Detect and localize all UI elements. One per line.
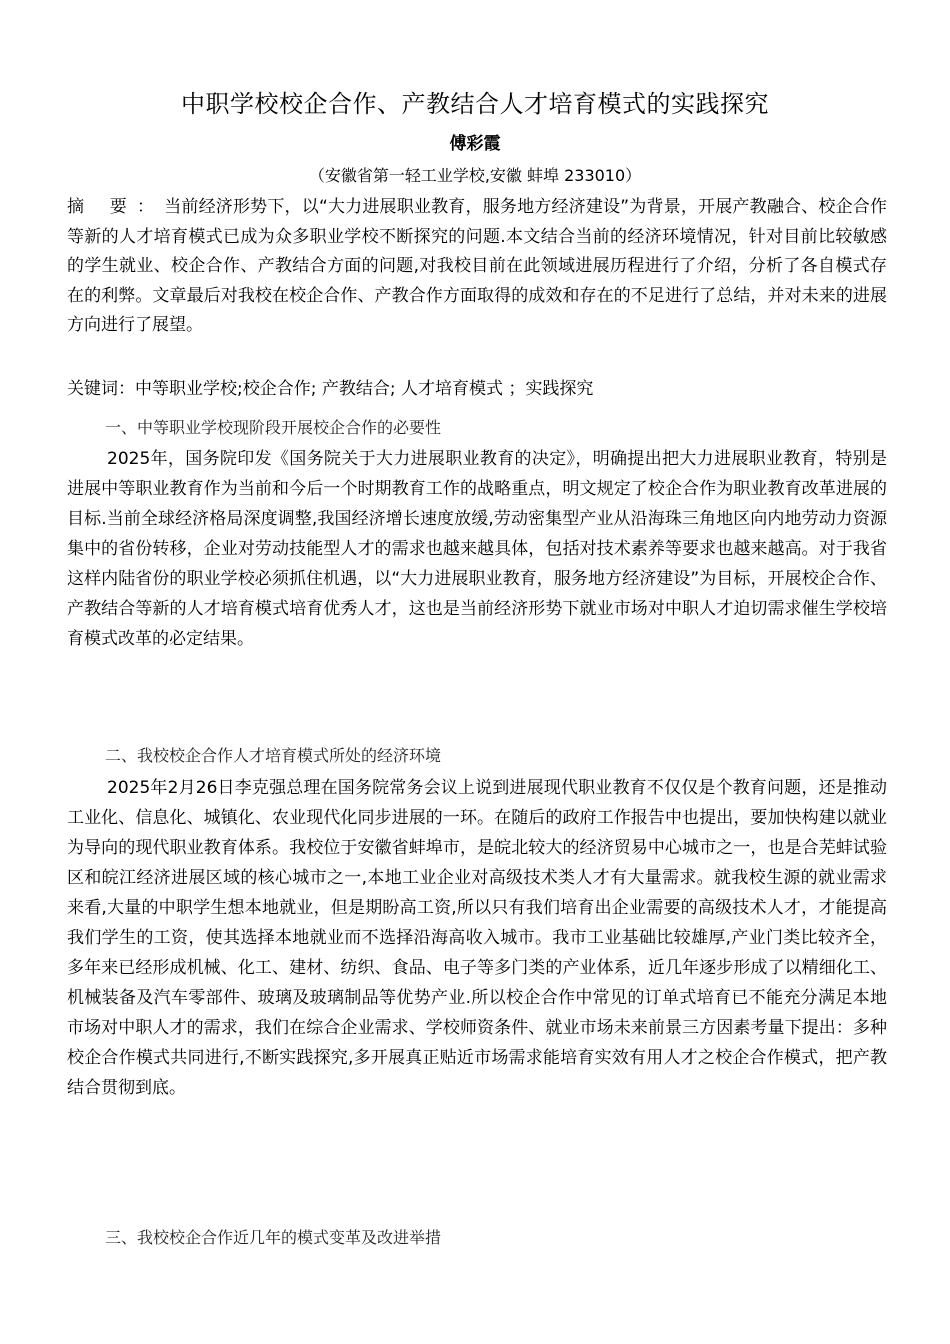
keywords-label: 关键词： bbox=[67, 379, 135, 399]
abstract-label: 摘 要： bbox=[67, 197, 165, 217]
keywords-text: 中等职业学校;校企合作; 产教结合; 人才培育模式 ；实践探究 bbox=[135, 379, 594, 399]
author-affiliation: （安徽省第一轻工业学校,安徽 蚌埠 233010） bbox=[308, 166, 642, 185]
section-heading-1: 一、中等职业学校现阶段开展校企合作的必要性 bbox=[105, 418, 442, 437]
abstract-block bbox=[67, 193, 887, 341]
section-heading-2: 二、我校校企合作人才培育模式所处的经济环境 bbox=[105, 746, 442, 765]
keywords-block bbox=[67, 375, 887, 404]
section-paragraph-1: 2025年，国务院印发《国务院关于大力进展职业教育的决定》，明确提出把大力进展职业教育，特别是进展中等职业教育作为当前和今后一个时期教育工作的战略重点，明文规定了校企合作为职业教育改革进展的目标.当前全球经济格局深度调整,我国经济增长速度放缓,劳动密集型产业从沿海珠三角地区向内地劳动力资源集中的省份转移，企业对劳动技能型人才的需求也越来越具体，包括对技术素养等要求也越来越高。对于我省这样内陆省份的职业学校必须抓住机遇，以“大力进展职业教育，服务地方经济建设”为目标，开展校企合作、产教结合等新的人才培育模式培育优秀人才，这也是当前经济形势下就业市场对中职人才迫切需求催生学校培育模式改革的必定结果。 bbox=[67, 449, 887, 649]
author-name: 傅彩霞 bbox=[449, 134, 501, 154]
section-heading-3: 三、我校校企合作近几年的模式变革及改进举措 bbox=[105, 1228, 442, 1247]
section-paragraph-2: 2025年2月26日李克强总理在国务院常务会议上说到进展现代职业教育不仅仅是个教育问题，还是推动工业化、信息化、城镇化、农业现代化同步进展的一环。在随后的政府工作报告中也提出，要加快构建以就业为导向的现代职业教育体系。我校位于安徽省蚌埠市，是皖北较大的经济贸易中心城市之一，也是合芜蚌试验区和皖江经济进展区域的核心城市之一,本地工业企业对高级技术类人才有大量需求。就我校生源的就业需求来看,大量的中职学生想本地就业，但是期盼高工资,所以只有我们培育出企业需要的高级技术人才，才能提高我们学生的工资，使其选择本地就业而不选择沿海高收入城市。我市工业基础比较雄厚,产业门类比较齐全，多年来已经形成机械、化工、建材、纺织、食品、电子等多门类的产业体系，近几年逐步形成了以精细化工、机械装备及汽车零部件、玻璃及玻璃制品等优势产业.所以校企合作中常见的订单式培育已不能充分满足本地市场对中职人才的需求，我们在综合企业需求、学校师资条件、就业市场未来前景三方因素考量下提出：多种校企合作模式共同进行,不断实践探究,多开展真正贴近市场需求能培育实效有用人才之校企合作模式，把产教结合贯彻到底。 bbox=[67, 778, 887, 1098]
abstract-text: 当前经济形势下，以“大力进展职业教育，服务地方经济建设”为背景，开展产教融合、校企合作等新的人才培育模式已成为众多职业学校不断探究的问题.本文结合当前的经济环境情况，针对目前比较敏感的学生就业、校企合作、产教结合方面的问题,对我校目前在此领域进展历程进行了介绍，分析了各自模式存在的利弊。文章最后对我校在校企合作、产教合作方面取得的成效和存在的不足进行了总结，并对未来的进展方向进行了展望。 bbox=[67, 197, 887, 335]
page-title: 中职学校校企合作、产教结合人才培育模式的实践探究 bbox=[181, 90, 769, 118]
